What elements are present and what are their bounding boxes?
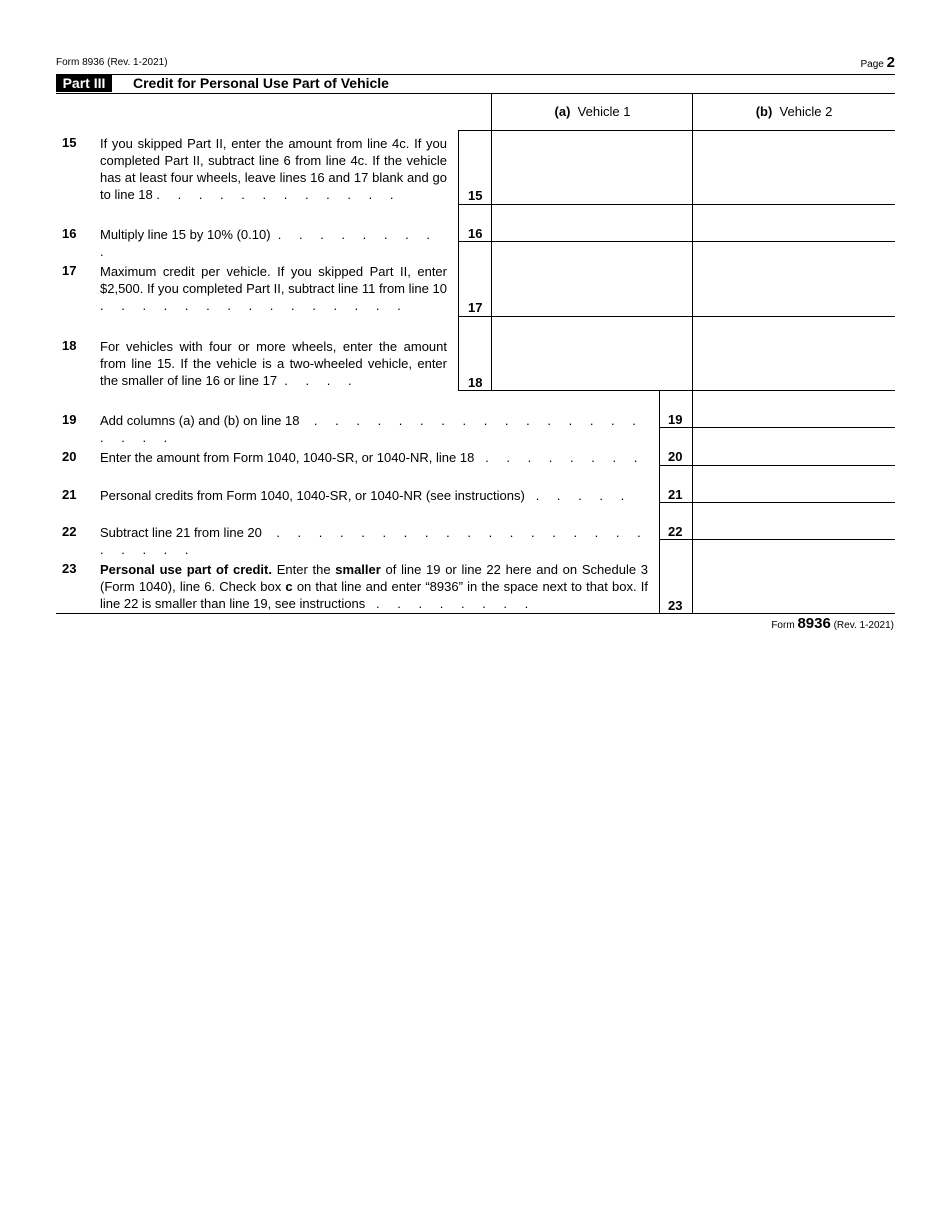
line-19-text: Add columns (a) and (b) on line 18 . . . . . . . . . . . . . . . . . . . . <box>100 413 643 445</box>
line-15-text: If you skipped Part II, enter the amount from line 4c. If you completed Part II, subtract line 6 from line 4c. If the vehicle has at least four wheels, leave lines 16 and 17 blank and go to line 18 . . . . . . . . . . . . <box>100 136 447 202</box>
line-16-vehicle-1-field[interactable] <box>492 205 692 241</box>
line-17-vehicle-2-field[interactable] <box>693 242 895 315</box>
line-15-vehicle-2-field[interactable] <box>693 131 895 204</box>
column-b-header: (b) Vehicle 2 <box>755 104 833 119</box>
page-number: 2 <box>886 54 895 71</box>
box-label: 17 <box>468 300 483 315</box>
line-21-text: Personal credits from Form 1040, 1040-SR, or 1040-NR (see instructions) . . . . . <box>100 488 632 503</box>
line-18-text: For vehicles with four or more wheels, enter the amount from line 15. If the vehicle is a two-wheeled vehicle, enter the smaller of line 16 or line 17 . . . . <box>100 339 447 388</box>
column-a-header: (a) Vehicle 1 <box>554 104 631 119</box>
box-label: 23 <box>668 598 683 613</box>
line-number: 22 <box>62 524 77 539</box>
line-number: 16 <box>62 226 77 241</box>
divider <box>458 130 459 391</box>
box-label: 15 <box>468 188 483 203</box>
line-number: 19 <box>62 412 77 427</box>
line-18-vehicle-2-field[interactable] <box>693 317 895 390</box>
line-number: 21 <box>62 487 77 502</box>
line-20-text: Enter the amount from Form 1040, 1040-SR, or 1040-NR, line 18 . . . . . . . . <box>100 450 645 465</box>
page-label: Page <box>860 59 884 70</box>
box-label: 21 <box>668 487 683 502</box>
line-20-amount-field[interactable] <box>693 428 895 464</box>
line-23-amount-field[interactable] <box>693 540 895 613</box>
footer-form-id: Form 8936 (Rev. 1-2021) <box>771 615 894 632</box>
line-number: 17 <box>62 263 77 278</box>
line-number: 20 <box>62 449 77 464</box>
box-label: 19 <box>668 412 683 427</box>
part-title: Credit for Personal Use Part of Vehicle <box>133 75 389 91</box>
line-15-vehicle-1-field[interactable] <box>492 131 692 204</box>
line-22-text: Subtract line 21 from line 20 . . . . . . . . . . . . . . . . . . . . . . . <box>100 525 648 557</box>
line-16-text: Multiply line 15 by 10% (0.10) . . . . . . . . . <box>100 227 437 259</box>
line-number: 15 <box>62 135 77 150</box>
part-badge: Part III <box>56 75 112 92</box>
line-21-amount-field[interactable] <box>693 466 895 502</box>
form-revision: Form 8936 (Rev. 1-2021) <box>56 57 168 68</box>
box-label: 16 <box>468 226 483 241</box>
line-number: 23 <box>62 561 77 576</box>
line-18-vehicle-1-field[interactable] <box>492 317 692 390</box>
line-17-text: Maximum credit per vehicle. If you skipped Part II, enter $2,500. If you completed Part II, subtract line 11 from line 10 . . . . . . . . . . . . . . . <box>100 264 447 313</box>
line-number: 18 <box>62 338 77 353</box>
page-indicator <box>861 54 895 71</box>
line-23-text: Personal use part of credit. Enter the smaller of line 19 or line 22 here and on Schedule 3 (Form 1040), line 6. Check box c on that line and enter “8936” in the space next to that box. If line 22 is smaller than line 19, see instructions . . . . . . . . <box>100 562 648 611</box>
line-17-vehicle-1-field[interactable] <box>492 242 692 315</box>
box-label: 20 <box>668 449 683 464</box>
box-label: 22 <box>668 524 683 539</box>
box-label: 18 <box>468 375 483 390</box>
bottom-rule <box>56 613 895 614</box>
line-19-amount-field[interactable] <box>693 391 895 427</box>
line-22-amount-field[interactable] <box>693 503 895 539</box>
line-16-vehicle-2-field[interactable] <box>693 205 895 241</box>
